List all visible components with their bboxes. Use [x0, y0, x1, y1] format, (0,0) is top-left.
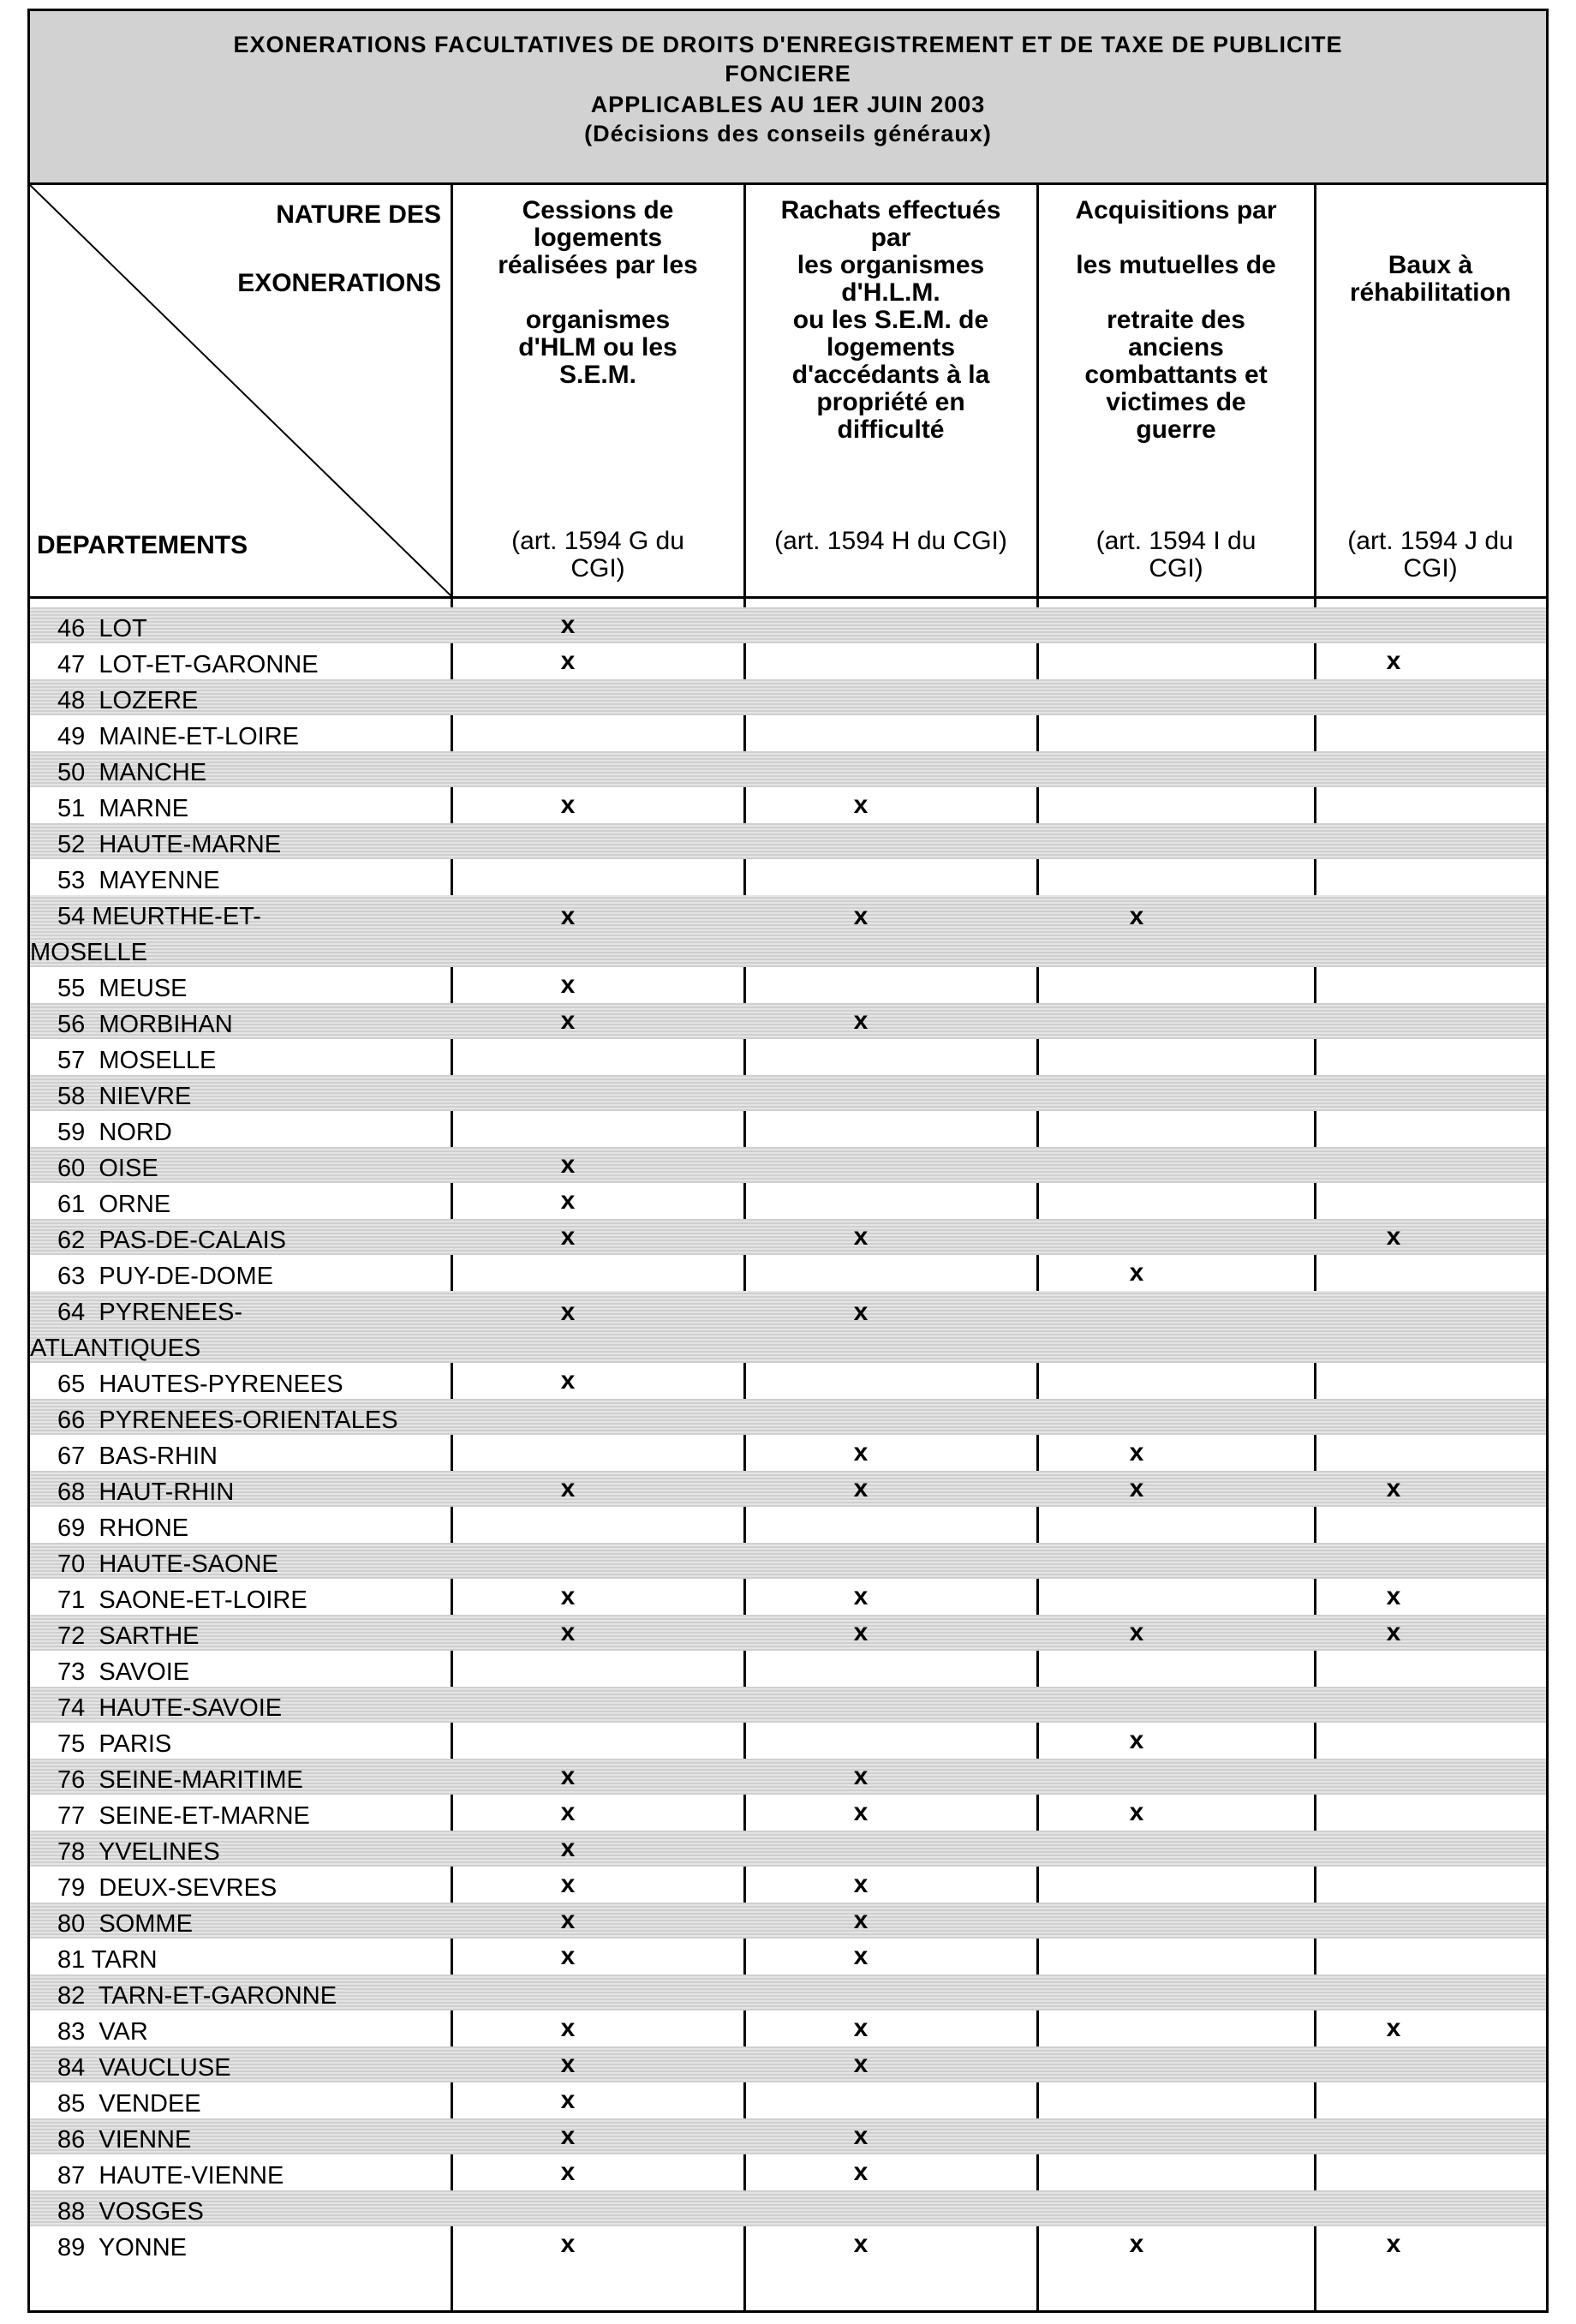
table-row [30, 823, 1546, 859]
department-name: 72 SARTHE [57, 1622, 200, 1650]
department-name: 80 SOMME [57, 1910, 193, 1938]
table-row [30, 1903, 1546, 1939]
exoneration-mark: x [853, 2158, 869, 2186]
department-name: 62 PAS-DE-CALAIS [57, 1227, 287, 1254]
table-row [30, 1399, 1546, 1435]
department-name: 48 LOZERE [57, 687, 199, 714]
column-header-line: S.E.M. [558, 361, 636, 389]
department-name: 67 BAS-RHIN [57, 1443, 218, 1470]
department-name: 54 MEURTHE-ET- MOSELLE [57, 899, 261, 935]
column-header-line [1315, 197, 1546, 224]
column-header-4 [1315, 185, 1546, 596]
table-row [30, 2046, 1546, 2082]
column-header-line: réhabilitation [1349, 278, 1512, 307]
table-row [30, 2154, 1546, 2190]
title-line-2: FONCIERE [725, 61, 851, 87]
column-header-ref [744, 528, 1037, 555]
table-row [30, 1651, 1546, 1687]
column-header-title [1037, 197, 1315, 444]
column-header-line: logements [533, 224, 663, 252]
title-line-3: APPLICABLES AU 1ER JUIN 2003 [590, 92, 986, 117]
table-row [30, 1867, 1546, 1903]
table-row [30, 1111, 1546, 1147]
department-name: 63 PUY-DE-DOME [57, 1263, 273, 1290]
column-header-line: combattants et [1084, 361, 1268, 389]
exoneration-mark: x [1386, 1474, 1401, 1503]
department-name: 78 YVELINES [57, 1838, 220, 1866]
exoneration-mark: x [560, 647, 576, 675]
exoneration-mark: x [853, 791, 869, 819]
table-row [30, 715, 1546, 751]
column-header-line: propriété en [816, 388, 965, 416]
department-name-continued: ATLANTIQUES [30, 1335, 201, 1362]
column-header-line: Baux à [1388, 251, 1473, 279]
column-header-line: par [870, 224, 911, 252]
department-name: 82 TARN-ET-GARONNE [57, 1982, 337, 2010]
exoneration-mark: x [560, 791, 576, 819]
department-name: 66 PYRENEES-ORIENTALES [57, 1407, 398, 1434]
department-name: 84 VAUCLUSE [57, 2054, 231, 2082]
exoneration-mark: x [560, 1906, 576, 1934]
department-name: 77 SEINE-ET-MARNE [57, 1802, 310, 1830]
table-row [30, 1615, 1546, 1651]
table-row [30, 1219, 1546, 1255]
column-header-line: réalisées par les [498, 251, 698, 279]
exoneration-mark: x [560, 1474, 576, 1503]
column-header-3 [1037, 185, 1315, 596]
table-row [30, 2226, 1546, 2262]
column-header-ref-line: CGI) [1149, 554, 1203, 582]
exoneration-mark: x [560, 2158, 576, 2186]
exoneration-mark: x [1129, 1726, 1144, 1754]
department-name: 57 MOSELLE [57, 1047, 217, 1074]
department-name: 58 NIEVRE [57, 1083, 192, 1110]
exoneration-mark: x [1129, 1474, 1144, 1503]
column-header-2 [744, 185, 1037, 596]
exoneration-mark: x [560, 1186, 576, 1215]
column-header-line: d'accédants à la [791, 361, 990, 389]
department-name: 64 PYRENEES- ATLANTIQUES [57, 1294, 242, 1330]
corner-label-exonerations: EXONERATIONS [237, 269, 441, 297]
department-name: 49 MAINE-ET-LOIRE [57, 723, 300, 750]
department-name: 76 SEINE-MARITIME [57, 1766, 303, 1794]
table-row [30, 967, 1546, 1003]
exoneration-mark: x [560, 1222, 576, 1251]
table-row [30, 1759, 1546, 1795]
table-row [30, 1471, 1546, 1507]
exoneration-mark: x [1129, 902, 1144, 930]
table-row [30, 1075, 1546, 1111]
exoneration-mark: x [853, 902, 869, 930]
exoneration-mark: x [1386, 647, 1401, 675]
column-header-ref-line: CGI) [1403, 554, 1458, 582]
exoneration-mark: x [853, 1870, 869, 1898]
department-name: 51 MARNE [57, 795, 189, 822]
exoneration-mark: x [560, 2230, 576, 2258]
column-header-title [744, 197, 1037, 444]
department-name: 79 DEUX-SEVRES [57, 1874, 278, 1902]
exoneration-mark: x [560, 1798, 576, 1826]
exoneration-table [27, 9, 1549, 2313]
department-name: 75 PARIS [57, 1730, 172, 1758]
exoneration-mark: x [560, 971, 576, 999]
exoneration-mark: x [560, 1942, 576, 1970]
exoneration-mark: x [560, 2014, 576, 2042]
table-row [30, 1507, 1546, 1543]
table-row [30, 643, 1546, 679]
column-header-ref-line: CGI) [570, 554, 625, 582]
exoneration-mark: x [1129, 1618, 1144, 1646]
department-name: 71 SAONE-ET-LOIRE [57, 1586, 307, 1614]
exoneration-mark: x [560, 1834, 576, 1862]
column-header-line: les mutuelles de [1076, 251, 1276, 279]
column-header-line: anciens [1128, 333, 1224, 361]
exoneration-mark: x [1386, 1618, 1401, 1646]
table-row [30, 1147, 1546, 1183]
exoneration-mark: x [560, 2050, 576, 2078]
exoneration-mark: x [1386, 2230, 1401, 2258]
column-header-ref-line: (art. 1594 H du CGI) [774, 527, 1007, 555]
department-name: 89 YONNE [57, 2234, 187, 2261]
exoneration-mark: x [853, 1582, 869, 1610]
exoneration-mark: x [853, 1798, 869, 1826]
department-name: 47 LOT-ET-GARONNE [57, 651, 319, 678]
table-row [30, 2010, 1546, 2046]
column-header-line [1037, 279, 1315, 307]
exoneration-mark: x [1129, 1258, 1144, 1287]
exoneration-mark: x [560, 902, 576, 930]
exoneration-mark: x [560, 1150, 576, 1179]
department-name: 56 MORBIHAN [57, 1011, 233, 1038]
column-header-ref [1037, 528, 1315, 582]
column-header-ref [1315, 528, 1546, 582]
department-name: 70 HAUTE-SAONE [57, 1550, 278, 1578]
table-row [30, 1039, 1546, 1075]
department-name: 55 MEUSE [57, 975, 188, 1002]
table-row [30, 2082, 1546, 2118]
exoneration-mark: x [853, 2014, 869, 2042]
column-header-line: logements [826, 333, 956, 361]
table-row [30, 1975, 1546, 2010]
table-row [30, 1291, 1546, 1363]
exoneration-mark: x [853, 2230, 869, 2258]
department-name-continued: MOSELLE [30, 939, 147, 966]
department-name: 81 TARN [57, 1946, 158, 1974]
table-row [30, 859, 1546, 895]
column-header-line [1037, 224, 1315, 252]
exoneration-mark: x [560, 1007, 576, 1035]
exoneration-mark: x [1386, 2014, 1401, 2042]
exoneration-mark: x [1386, 1222, 1401, 1251]
title-line-1: EXONERATIONS FACULTATIVES DE DROITS D'ENREGISTREMENT ET DE TAXE DE PUBLICITE [233, 32, 1343, 57]
table-row [30, 2190, 1546, 2226]
department-name: 73 SAVOIE [57, 1658, 190, 1686]
exoneration-mark: x [853, 1474, 869, 1503]
table-row [30, 1255, 1546, 1291]
exoneration-mark: x [853, 2122, 869, 2150]
column-header-line: les organismes [797, 251, 985, 279]
exoneration-mark: x [560, 1298, 576, 1326]
column-header-ref-line: (art. 1594 J du [1347, 527, 1513, 555]
table-row [30, 787, 1546, 823]
column-header-line: victimes de [1106, 388, 1246, 416]
column-header-line: Rachats effectués [780, 196, 1001, 224]
column-header-line: retraite des [1107, 306, 1245, 334]
table-row [30, 2118, 1546, 2154]
exoneration-mark: x [853, 1438, 869, 1467]
exoneration-mark: x [853, 1906, 869, 1934]
exoneration-mark: x [1129, 1438, 1144, 1467]
department-name: 60 OISE [57, 1155, 158, 1182]
column-header-line: Cessions de [522, 196, 674, 224]
table-body [30, 607, 1546, 2262]
column-header-title [451, 197, 744, 389]
exoneration-mark: x [853, 1618, 869, 1646]
column-header-ref-line: (art. 1594 G du [511, 527, 684, 555]
column-header-line: d'HLM ou les [518, 333, 678, 361]
exoneration-mark: x [560, 1870, 576, 1898]
department-name: 88 VOSGES [57, 2198, 204, 2225]
table-row [30, 1543, 1546, 1579]
department-name: 65 HAUTES-PYRENEES [57, 1371, 343, 1398]
department-name: 74 HAUTE-SAVOIE [57, 1694, 283, 1722]
exoneration-mark: x [560, 1582, 576, 1610]
exoneration-mark: x [1129, 1798, 1144, 1826]
column-header-ref [451, 528, 744, 582]
department-name: 83 VAR [57, 2018, 148, 2046]
exoneration-mark: x [560, 1618, 576, 1646]
table-row [30, 1363, 1546, 1399]
column-header-line: d'H.L.M. [841, 278, 940, 307]
exoneration-mark: x [853, 1298, 869, 1326]
exoneration-mark: x [1386, 1582, 1401, 1610]
corner-label-nature: NATURE DES [276, 200, 441, 229]
department-name: 69 RHONE [57, 1514, 189, 1542]
exoneration-mark: x [853, 1762, 869, 1790]
column-header-line: difficulté [837, 415, 945, 444]
exoneration-mark: x [560, 1762, 576, 1790]
department-name: 53 MAYENNE [57, 867, 220, 894]
table-row [30, 1831, 1546, 1867]
table-header [30, 185, 1546, 599]
department-name: 87 HAUTE-VIENNE [57, 2162, 284, 2190]
column-header-line [451, 279, 744, 307]
department-name: 50 MANCHE [57, 759, 207, 786]
department-name: 59 NORD [57, 1119, 172, 1146]
header-corner [30, 185, 451, 596]
department-name: 85 VENDEE [57, 2090, 201, 2118]
table-row [30, 679, 1546, 715]
title-line-4: (Décisions des conseils généraux) [584, 121, 992, 146]
table-row [30, 751, 1546, 787]
exoneration-mark: x [560, 2122, 576, 2150]
exoneration-mark: x [853, 1007, 869, 1035]
column-header-line: guerre [1136, 415, 1216, 444]
table-row [30, 607, 1546, 643]
table-row [30, 895, 1546, 967]
exoneration-mark: x [560, 1366, 576, 1395]
exoneration-mark: x [853, 2050, 869, 2078]
column-header-line: Acquisitions par [1075, 196, 1277, 224]
column-header-1 [451, 185, 744, 596]
exoneration-mark: x [853, 1942, 869, 1970]
department-name: 46 LOT [57, 615, 147, 642]
table-row [30, 1687, 1546, 1723]
department-name: 86 VIENNE [57, 2126, 192, 2154]
table-row [30, 1795, 1546, 1831]
column-header-line [1315, 224, 1546, 252]
corner-label-departements: DEPARTEMENTS [37, 531, 248, 559]
column-header-line: organismes [525, 306, 671, 334]
table-row [30, 1579, 1546, 1615]
table-row [30, 1939, 1546, 1975]
department-name: 68 HAUT-RHIN [57, 1479, 235, 1506]
table-title [30, 11, 1546, 185]
column-header-ref-line: (art. 1594 I du [1095, 527, 1257, 555]
table-row [30, 1723, 1546, 1759]
column-header-line: ou les S.E.M. de [792, 306, 989, 334]
table-row [30, 1003, 1546, 1039]
exoneration-mark: x [560, 2086, 576, 2114]
department-name: 61 ORNE [57, 1191, 171, 1218]
exoneration-mark: x [1129, 2230, 1144, 2258]
table-row [30, 1435, 1546, 1471]
column-header-title [1315, 197, 1546, 307]
department-name: 52 HAUTE-MARNE [57, 831, 282, 858]
table-row [30, 1183, 1546, 1219]
exoneration-mark: x [853, 1222, 869, 1251]
exoneration-mark: x [560, 611, 576, 639]
